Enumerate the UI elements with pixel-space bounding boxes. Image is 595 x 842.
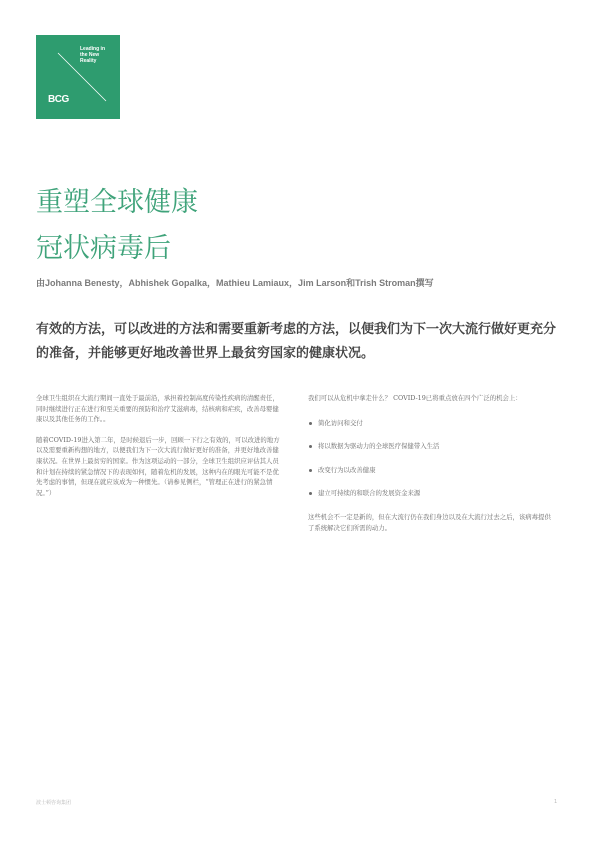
right-column (308, 393, 553, 543)
body-paragraph: 全球卫生组织在大流行期间一直处于最前沿，承担着控制高度传染性疾病的清醒责任，同时继续进行正在进行和至关重要的预防和治疗艾滋病毒，结核病和疟疾，改善母婴健康以及其他任务的工作。。 (36, 394, 279, 424)
left-column (36, 393, 281, 508)
body-paragraph: 随着COVID-19进入第二年，是时候退后一步，回顾一下行之有效的，可以改进的地方以及需要重新构想的地方，以便我们为下一次大流行做好更好的准备，并更好地改善健康状况。在世界上最贫穷的国家。作为这项运动的一部分，全球卫生组织应评估其人员和计划在持续的紧急情况下的表现如何，随着危机的发展，这种内在的眼光可能不是优先考虑的事情，但现在就应该成为一种惯先。（请参见侧栏，“管理正在进行的紧急情况。”） (36, 435, 280, 497)
list-item: 建立可持续的和联合的发展资金来源 (308, 488, 553, 499)
body-paragraph: 这些机会不一定是新的，但在大流行仍在我们身边以及在大流行过去之后，该病毒提供了系统解决它们所需的动力。 (308, 512, 551, 532)
lead-paragraph: 有效的方法，可以改进的方法和需要重新考虑的方法，以便我们为下一次大流行做好更充分的准备，并能够更好地改善世界上最贫穷国家的健康状况。 (36, 322, 557, 361)
logo-tagline (80, 46, 118, 64)
footer-publisher: 波士顿咨询集团 (36, 800, 72, 806)
page-title: 重塑全球健康 (36, 187, 198, 218)
page-number: 1 (554, 799, 558, 805)
list-item: 将以数据为驱动力的全球医疗保健带入生活 (308, 441, 553, 452)
logo-tagline-line: Leading in (80, 46, 105, 52)
logo-tagline-line: Reality (80, 58, 97, 64)
list-item: 改变行为以改善健康 (308, 465, 553, 476)
logo-tagline-line: the New (80, 52, 100, 58)
author-byline: 由Johanna Benesty，Abhishek Gopalka，Mathieu Lamiaux，Jim Larson和Trish Stroman撰写 (36, 278, 434, 288)
opportunity-list (308, 418, 553, 499)
logo-brand: BCG (48, 94, 69, 105)
page-subtitle: 冠状病毒后 (36, 233, 171, 264)
body-paragraph: 我们可以从危机中拿走什么？ COVID-19已将重点放在四个广泛的机会上： (308, 394, 522, 402)
list-item: 简化访问和交付 (308, 418, 553, 429)
bcg-logo (36, 35, 120, 119)
